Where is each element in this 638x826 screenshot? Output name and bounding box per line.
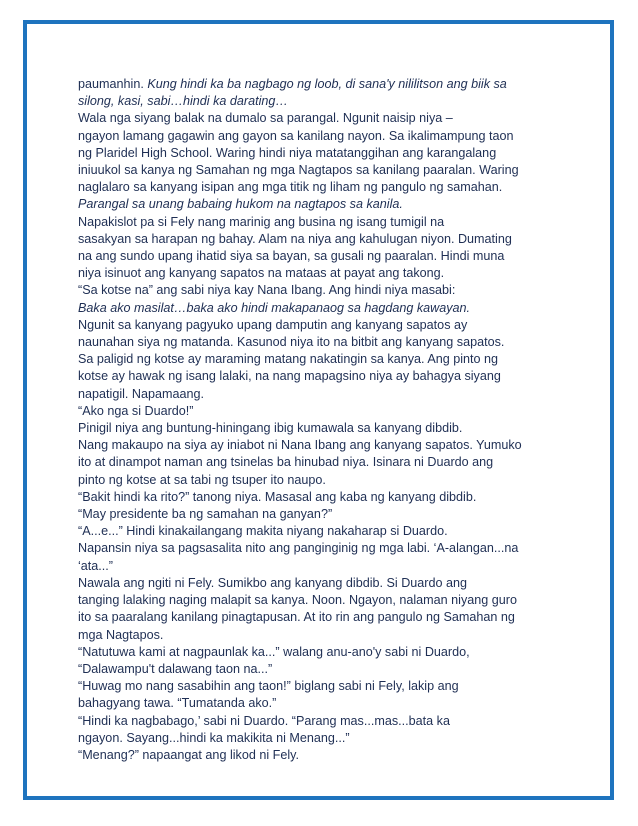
text-line: “May presidente ba ng samahan na ganyan?”	[78, 507, 333, 522]
text-line: “Menang?” napaangat ang likod ni Fely.	[78, 747, 299, 762]
text-line: ito sa paaralang kanilang pinagtapusan. At ito rin ang pangulo ng Samahan ng	[78, 610, 515, 625]
text-line: tanging lalaking naging malapit sa kanya. Noon. Ngayon, nalaman niyang guro	[78, 593, 517, 608]
text-line	[78, 76, 538, 93]
text-line: Pinigil niya ang buntung-hiningang ibig kumawala sa kanyang dibdib.	[78, 421, 463, 436]
text-line: kotse ay hawak ng isang lalaki, na nang mapagsino niya ay bahagya siyang	[78, 369, 501, 384]
text-line: ng Plaridel High School. Waring hindi niya matatanggihan ang karangalang	[78, 145, 497, 160]
text-line: “Ako nga si Duardo!”	[78, 403, 194, 418]
text-line: pinto ng kotse at sa tabi ng tsuper ito naupo.	[78, 472, 326, 487]
text-segment: paumanhin.	[78, 77, 144, 91]
text-line: Nang makaupo na siya ay iniabot ni Nana Ibang ang kanyang sapatos. Yumuko	[78, 438, 522, 453]
text-line: iniuukol sa kanya ng Samahan ng mga Nagtapos sa kanilang paaralan. Waring	[78, 163, 519, 178]
text-line: naglalaro sa kanyang isipan ang mga titik ng liham ng pangulo ng samahan.	[78, 180, 503, 195]
text-line: Wala nga siyang balak na dumalo sa parangal. Ngunit naisip niya –	[78, 111, 453, 126]
text-line: bahagyang tawa. “Tumatanda ako.”	[78, 696, 277, 711]
text-line: Napansin niya sa pagsasalita nito ang panginginig ng mga labi. ‘A-alangan...na	[78, 541, 519, 556]
text-line: ngayon lamang gagawin ang gayon sa kanilang nayon. Sa ikalimampung taon	[78, 128, 514, 143]
text-line: ito at dinampot naman ang tsinelas ba hinubad niya. Isinara ni Duardo ang	[78, 455, 494, 470]
text-line: “Dalawampu't dalawang taon na...”	[78, 661, 273, 676]
text-line: mga Nagtapos.	[78, 627, 164, 642]
text-line: ngayon. Sayang...hindi ka makikita ni Menang...”	[78, 730, 350, 745]
text-line: na ang sundo upang ihatid siya sa bayan, sa gusali ng paaralan. Hindi muna	[78, 249, 505, 264]
text-line: sasakyan sa harapan ng bahay. Alam na niya ang kahulugan niyon. Dumating	[78, 231, 512, 246]
text-line: “Hindi ka nagbabago,’ sabi ni Duardo. “Parang mas...mas...bata ka	[78, 713, 450, 728]
text-line: Parangal sa unang babaing hukom na nagtapos sa kanila.	[78, 197, 403, 212]
text-line: Ngunit sa kanyang pagyuko upang damputin ang kanyang sapatos ay	[78, 317, 468, 332]
text-line: ‘ata...”	[78, 558, 113, 573]
italic-text-segment: Kung hindi ka ba nagbago ng loob, di sana'y nililitson ang biik sa	[143, 77, 507, 91]
text-line: “Natutuwa kami at nagpaunlak ka...” walang anu-ano'y sabi ni Duardo,	[78, 644, 470, 659]
text-line: Baka ako masilat…baka ako hindi makapanaog sa hagdang kawayan.	[78, 300, 471, 315]
text-line: Nawala ang ngiti ni Fely. Sumikbo ang kanyang dibdib. Si Duardo ang	[78, 575, 468, 590]
text-line: silong, kasi, sabi…hindi ka darating…	[78, 94, 289, 109]
story-text	[78, 76, 538, 764]
text-line: “Huwag mo nang sasabihin ang taon!” biglang sabi ni Fely, lakip ang	[78, 679, 459, 694]
text-line: napatigil. Napamaang.	[78, 386, 205, 401]
text-line: Sa paligid ng kotse ay maraming matang nakatingin sa kanya. Ang pinto ng	[78, 352, 499, 367]
text-line: “Bakit hindi ka rito?” tanong niya. Masasal ang kaba ng kanyang dibdib.	[78, 489, 477, 504]
text-line: Napakislot pa si Fely nang marinig ang busina ng isang tumigil na	[78, 214, 445, 229]
text-line: “Sa kotse na” ang sabi niya kay Nana Ibang. Ang hindi niya masabi:	[78, 283, 456, 298]
text-line: “A...e...” Hindi kinakailangang makita niyang nakaharap si Duardo.	[78, 524, 448, 539]
text-line: naunahan siya ng matanda. Kasunod niya ito na bitbit ang kanyang sapatos.	[78, 335, 505, 350]
text-line: niya isinuot ang kanyang sapatos na mataas at payat ang takong.	[78, 266, 445, 281]
